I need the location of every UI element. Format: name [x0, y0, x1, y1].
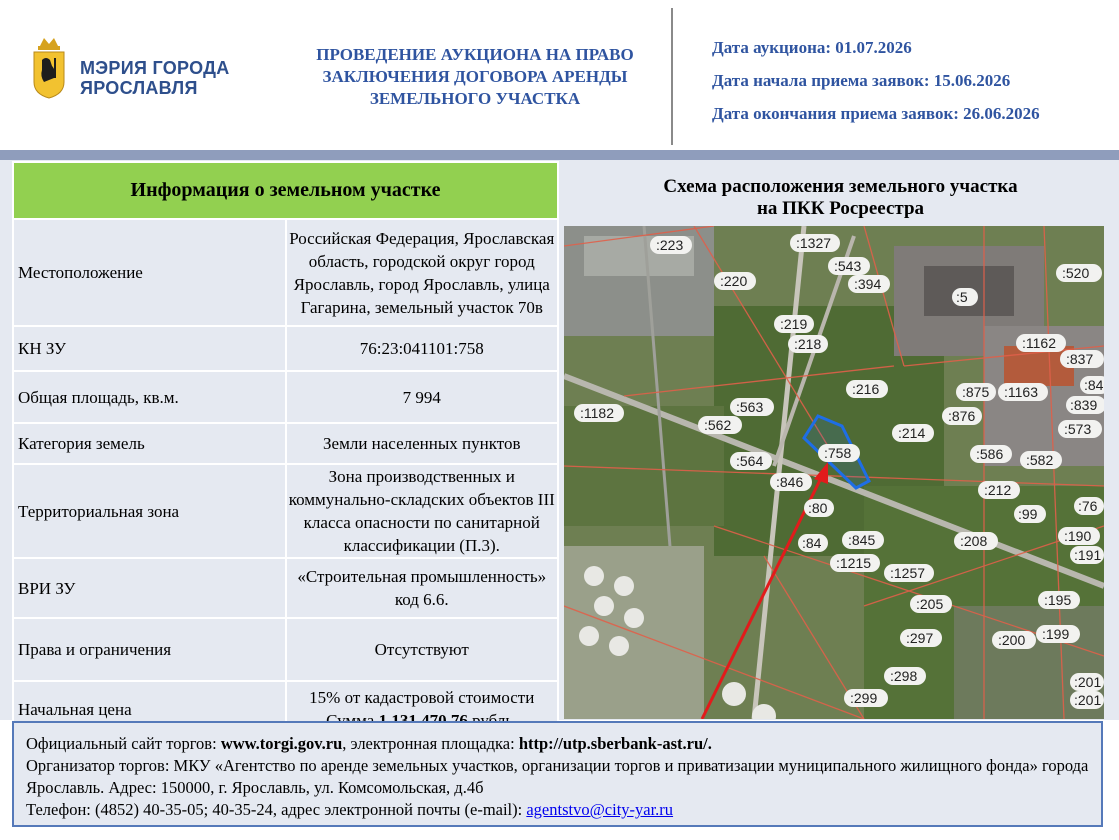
svg-text::199: :199	[1042, 626, 1070, 642]
svg-text::876: :876	[948, 408, 976, 424]
info-table-heading: Информация о земельном участке	[13, 162, 558, 219]
title-line-2: ЗАКЛЮЧЕНИЯ ДОГОВОРА АРЕНДЫ	[322, 67, 628, 86]
map-label	[900, 629, 942, 647]
map-label	[1016, 334, 1066, 352]
footer-line-contacts	[26, 799, 1089, 821]
row-key: Категория земель	[13, 423, 286, 464]
map-label	[1080, 376, 1104, 394]
title-line-3: ЗЕМЕЛЬНОГО УЧАСТКА	[369, 89, 581, 108]
svg-text::214: :214	[898, 425, 926, 441]
svg-text::1327: :1327	[796, 235, 832, 251]
map-label	[910, 595, 952, 613]
map-label	[1058, 420, 1102, 438]
svg-text::208: :208	[960, 533, 988, 549]
footer-line-sites	[26, 733, 1089, 755]
map-label	[804, 499, 834, 517]
map-label	[970, 445, 1012, 463]
map-label	[844, 689, 888, 707]
svg-text::220: :220	[720, 273, 748, 289]
map-label	[774, 315, 814, 333]
torgi-link[interactable]: www.torgi.gov.ru	[220, 734, 343, 753]
svg-text::5: :5	[956, 289, 968, 305]
map-label	[956, 383, 996, 401]
svg-text::216: :216	[852, 381, 880, 397]
svg-text::212: :212	[984, 482, 1012, 498]
table-row	[13, 423, 558, 464]
svg-text::837: :837	[1066, 351, 1094, 367]
map-label	[992, 631, 1036, 649]
map-label	[788, 335, 828, 353]
table-row	[13, 371, 558, 423]
map-label	[1060, 350, 1104, 368]
date-auction: Дата аукциона: 01.07.2026	[712, 38, 912, 57]
footer-phones: Телефон: (4852) 40-35-05; 40-35-24, адрес электронной почты (e-mail):	[26, 800, 527, 819]
svg-text::543: :543	[834, 258, 862, 274]
map-label	[698, 416, 742, 434]
svg-text::562: :562	[704, 417, 732, 433]
svg-text::758: :758	[824, 445, 852, 461]
logo-line-1: МЭРИЯ ГОРОДА	[80, 58, 230, 78]
svg-text::201: :201	[1074, 692, 1102, 708]
map-label	[1014, 505, 1046, 523]
table-row	[13, 618, 558, 681]
svg-text::201: :201	[1074, 674, 1102, 690]
map-label	[1070, 673, 1104, 691]
map-label	[830, 554, 880, 572]
row-value: 76:23:041101:758	[286, 326, 559, 371]
map-label	[1058, 527, 1100, 545]
price-line-1: 15% от кадастровой стоимости	[309, 688, 535, 707]
map-label	[954, 532, 998, 550]
auction-dates	[712, 38, 1040, 137]
svg-text::563: :563	[736, 399, 764, 415]
row-value: «Строительная промышленность» код 6.6.	[286, 558, 559, 618]
table-row	[13, 558, 558, 618]
table-row	[13, 464, 558, 558]
svg-text::299: :299	[850, 690, 878, 706]
cadastral-map	[564, 226, 1104, 719]
map-label	[1056, 264, 1102, 282]
map-label	[1070, 546, 1104, 564]
header-divider	[671, 8, 673, 145]
svg-text::191: :191	[1074, 547, 1102, 563]
svg-text::219: :219	[780, 316, 808, 332]
svg-text::846: :846	[776, 474, 804, 490]
row-key: Местоположение	[13, 219, 286, 326]
svg-text::1215: :1215	[836, 555, 872, 571]
svg-text::845: :845	[848, 532, 876, 548]
map-label	[848, 275, 890, 293]
date-application-start: Дата начала приема заявок: 15.06.2026	[712, 71, 1011, 90]
map-label	[1020, 451, 1062, 469]
svg-text::564: :564	[736, 453, 764, 469]
map-image	[564, 226, 1104, 719]
map-label	[846, 380, 888, 398]
row-value: 7 994	[286, 371, 559, 423]
svg-text::84: :84	[802, 535, 822, 551]
map-label	[798, 534, 828, 552]
map-label	[1070, 691, 1104, 709]
svg-text::200: :200	[998, 632, 1026, 648]
svg-text::76: :76	[1078, 498, 1098, 514]
page-title	[292, 44, 658, 110]
footer-label-site: Официальный сайт торгов:	[26, 734, 217, 753]
svg-text::205: :205	[916, 596, 944, 612]
date-application-end: Дата окончания приема заявок: 26.06.2026	[712, 104, 1040, 123]
row-key: Территориальная зона	[13, 464, 286, 558]
land-info-table	[12, 161, 559, 738]
map-label	[730, 452, 772, 470]
svg-text::84: :84	[1084, 377, 1104, 393]
svg-text::1257: :1257	[890, 565, 926, 581]
map-title-line-1: Схема расположения земельного участка	[663, 176, 1018, 197]
svg-text::190: :190	[1064, 528, 1092, 544]
map-label	[978, 481, 1020, 499]
map-label	[998, 383, 1048, 401]
email-link[interactable]: agentstvo@city-yar.ru	[526, 800, 674, 819]
row-key: КН ЗУ	[13, 326, 286, 371]
svg-text::520: :520	[1062, 265, 1090, 281]
svg-text::394: :394	[854, 276, 882, 292]
map-label	[714, 272, 756, 290]
svg-text::99: :99	[1018, 506, 1038, 522]
map-label	[828, 257, 870, 275]
map-label	[574, 404, 624, 422]
row-value: Российская Федерация, Ярославская область, городской округ город Ярославль, город Ярославль, улица Гагарина, земельный участок 70в	[286, 219, 559, 326]
map-label	[650, 236, 692, 254]
table-row	[13, 219, 558, 326]
svg-text::582: :582	[1026, 452, 1054, 468]
svg-text::586: :586	[976, 446, 1004, 462]
map-label	[1036, 625, 1080, 643]
map-label	[892, 424, 934, 442]
svg-text::1182: :1182	[580, 405, 614, 421]
contact-footer	[12, 721, 1103, 827]
row-key: Начальная цена	[13, 681, 286, 737]
row-value: Зона производственных и коммунально-складских объектов III класса опасности по санитарной классификации (П.3).	[286, 464, 559, 558]
svg-text::297: :297	[906, 630, 934, 646]
map-label	[770, 473, 812, 491]
row-key: Общая площадь, кв.м.	[13, 371, 286, 423]
table-row	[13, 326, 558, 371]
svg-text::195: :195	[1044, 592, 1072, 608]
row-value: Отсутствуют	[286, 618, 559, 681]
svg-text::298: :298	[890, 668, 918, 684]
svg-text::1162: :1162	[1022, 335, 1056, 351]
map-label	[790, 234, 840, 252]
map-label	[884, 564, 934, 582]
map-label	[842, 531, 884, 549]
header-bar	[0, 150, 1119, 160]
svg-text::218: :218	[794, 336, 822, 352]
svg-text::223: :223	[656, 237, 684, 253]
map-label	[1074, 497, 1104, 515]
footer-label-platform: , электронная площадка:	[342, 734, 515, 753]
map-label	[1038, 591, 1080, 609]
row-key: Права и ограничения	[13, 618, 286, 681]
map-label	[730, 398, 774, 416]
svg-text::80: :80	[808, 500, 828, 516]
map-title-line-2: на ПКК Росреестра	[756, 198, 925, 219]
svg-text::1163: :1163	[1004, 384, 1038, 400]
map-label	[1066, 396, 1104, 414]
logo-line-2: ЯРОСЛАВЛЯ	[80, 78, 198, 98]
coat-of-arms-icon	[28, 36, 70, 100]
row-key: ВРИ ЗУ	[13, 558, 286, 618]
mayor-logo	[28, 34, 248, 104]
svg-text::875: :875	[962, 384, 990, 400]
map-label	[952, 288, 978, 306]
sberbank-ast-link[interactable]: http://utp.sberbank-ast.ru/.	[518, 734, 712, 753]
row-value: Земли населенных пунктов	[286, 423, 559, 464]
map-label	[942, 407, 982, 425]
map-label	[884, 667, 926, 685]
map-label	[818, 444, 860, 462]
footer-organizer: Организатор торгов: МКУ «Агентство по аренде земельных участков, организации торгов и приватизации муниципального жилищного фонда» города Ярославль. Адрес: 150000, г. Ярославль, ул. Комсомольская, д.4б	[26, 756, 1089, 797]
title-line-1: ПРОВЕДЕНИЕ АУКЦИОНА НА ПРАВО	[316, 45, 634, 64]
map-title	[566, 176, 1115, 220]
svg-text::839: :839	[1070, 397, 1098, 413]
svg-text::573: :573	[1064, 421, 1092, 437]
